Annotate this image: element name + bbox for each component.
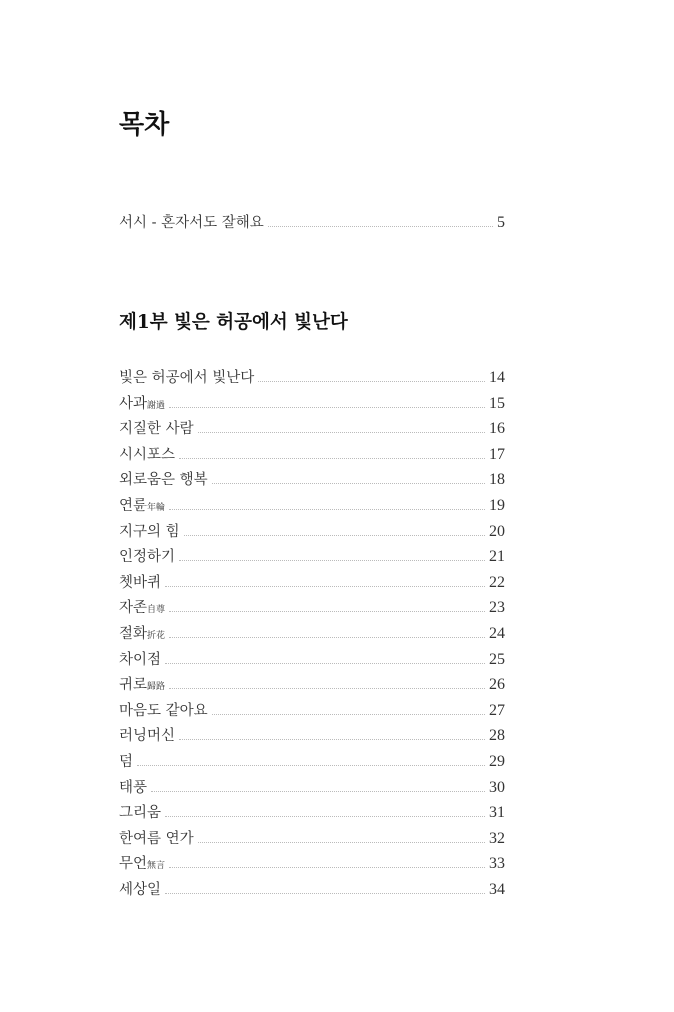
entry-label	[119, 622, 165, 643]
toc-entry[interactable]	[119, 391, 505, 413]
dot-leader	[184, 535, 485, 536]
entry-page: 24	[489, 625, 505, 642]
toc-entry[interactable]	[119, 442, 505, 464]
entry-page: 19	[489, 497, 505, 514]
entry-page: 20	[489, 522, 505, 540]
entry-page: 22	[489, 573, 505, 591]
entry-title: 귀로	[119, 677, 148, 694]
dot-leader	[151, 791, 485, 792]
dot-leader	[165, 893, 485, 894]
entry-title: 러닝머신	[119, 728, 176, 745]
toc-entry[interactable]	[119, 467, 505, 489]
dot-leader	[198, 432, 485, 433]
toc-entry[interactable]	[119, 570, 505, 592]
entry-label	[119, 545, 175, 566]
entry-page: 30	[489, 778, 505, 796]
entry-title: 덤	[119, 754, 134, 770]
entry-title: 지질한 사람	[119, 421, 194, 438]
entry-label	[119, 571, 161, 592]
entry-title: 절화	[119, 626, 148, 642]
entry-hanja: 歸路	[147, 682, 166, 693]
entry-title: 무언	[119, 856, 148, 873]
entry-hanja: 謝過	[147, 400, 166, 411]
entry-title: 사과	[119, 395, 148, 412]
toc-entry[interactable]	[119, 647, 505, 669]
entry-title: 인정하기	[119, 549, 176, 566]
entry-label	[119, 417, 194, 438]
entry-title: 그리움	[119, 805, 162, 822]
toc-entry[interactable]	[119, 749, 505, 771]
entry-hanja: 年輪	[147, 503, 166, 513]
dot-leader	[179, 739, 485, 740]
entry-page: 33	[489, 855, 505, 873]
toc-entry[interactable]	[119, 544, 505, 566]
dot-leader	[169, 637, 485, 638]
entry-label	[119, 852, 165, 873]
dot-leader	[169, 688, 485, 689]
toc-entry[interactable]	[119, 519, 505, 541]
entry-title: 쳇바퀴	[119, 574, 162, 591]
toc-entry[interactable]	[119, 416, 505, 438]
entry-page: 17	[489, 445, 505, 463]
toc-entry[interactable]	[119, 851, 505, 873]
entry-page: 27	[489, 701, 505, 719]
entry-label	[119, 724, 175, 745]
entry-title: 한여름 연가	[119, 830, 194, 847]
entry-title: 외로움은 행복	[119, 472, 208, 489]
dot-leader	[137, 765, 485, 766]
entry-label: 서시 - 혼자서도 잘해요	[119, 215, 264, 231]
entry-page: 34	[489, 881, 505, 898]
dot-leader	[179, 560, 485, 561]
dot-leader	[212, 714, 485, 715]
entry-title: 시시포스	[119, 446, 176, 463]
dot-leader	[268, 226, 493, 227]
entry-hanja: 無言	[147, 861, 166, 872]
entry-title: 마음도 같아요	[119, 702, 208, 719]
entry-page: 21	[489, 548, 505, 566]
entry-page: 16	[489, 420, 505, 438]
entry-page: 31	[489, 804, 505, 822]
dot-leader	[179, 458, 485, 459]
dot-leader	[165, 586, 485, 587]
entry-label	[119, 366, 254, 387]
dot-leader	[165, 663, 485, 664]
entry-hanja: 自尊	[147, 605, 166, 616]
entry-label	[119, 468, 208, 489]
toc-entry[interactable]	[119, 672, 505, 694]
entry-label	[119, 392, 165, 413]
entry-title: 자존	[119, 600, 148, 617]
toc-entry[interactable]	[119, 877, 505, 899]
entry-label	[119, 827, 194, 848]
toc-entry[interactable]	[119, 826, 505, 848]
entry-page: 5	[497, 214, 505, 231]
entry-label	[119, 776, 147, 797]
entry-label	[119, 699, 208, 720]
entry-label	[119, 520, 180, 541]
toc-entry[interactable]	[119, 365, 505, 387]
entry-page: 25	[489, 650, 505, 668]
entry-label	[119, 596, 165, 617]
toc-entry[interactable]	[119, 621, 505, 643]
entry-page: 14	[489, 369, 505, 386]
dot-leader	[165, 816, 485, 817]
toc-entry[interactable]	[119, 800, 505, 822]
entry-label	[119, 648, 161, 669]
entry-title: 연륜	[119, 498, 148, 514]
entry-page: 28	[489, 727, 505, 745]
entry-title: 세상일	[119, 882, 162, 898]
dot-leader	[169, 509, 485, 510]
entry-label	[119, 443, 175, 464]
entry-title: 차이점	[119, 651, 162, 668]
entry-label	[119, 673, 165, 694]
entry-page: 29	[489, 753, 505, 770]
dot-leader	[169, 867, 485, 868]
entry-page: 32	[489, 829, 505, 847]
dot-leader	[169, 611, 485, 612]
page-title: 목차	[119, 110, 170, 140]
entry-page: 15	[489, 394, 505, 412]
toc-entry[interactable]	[119, 775, 505, 797]
toc-entry-prologue[interactable]	[119, 210, 505, 232]
entry-hanja: 折花	[147, 631, 166, 641]
entry-label	[119, 750, 133, 771]
entry-page: 18	[489, 471, 505, 489]
dot-leader	[258, 381, 485, 382]
entry-label	[119, 878, 161, 899]
entry-label	[119, 494, 165, 515]
dot-leader	[212, 483, 485, 484]
entry-label	[119, 801, 161, 822]
dot-leader	[169, 407, 485, 408]
dot-leader	[198, 842, 485, 843]
section-heading: 제1부 빛은 허공에서 빛난다	[119, 312, 348, 333]
toc-entry[interactable]	[119, 595, 505, 617]
toc-entry[interactable]	[119, 698, 505, 720]
entry-title: 지구의 힘	[119, 523, 180, 540]
toc-entry[interactable]	[119, 723, 505, 745]
entry-page: 26	[489, 676, 505, 694]
entry-title: 태풍	[119, 779, 148, 796]
entry-title: 빛은 허공에서 빛난다	[119, 370, 255, 386]
entry-page: 23	[489, 599, 505, 617]
toc-entry[interactable]	[119, 493, 505, 515]
